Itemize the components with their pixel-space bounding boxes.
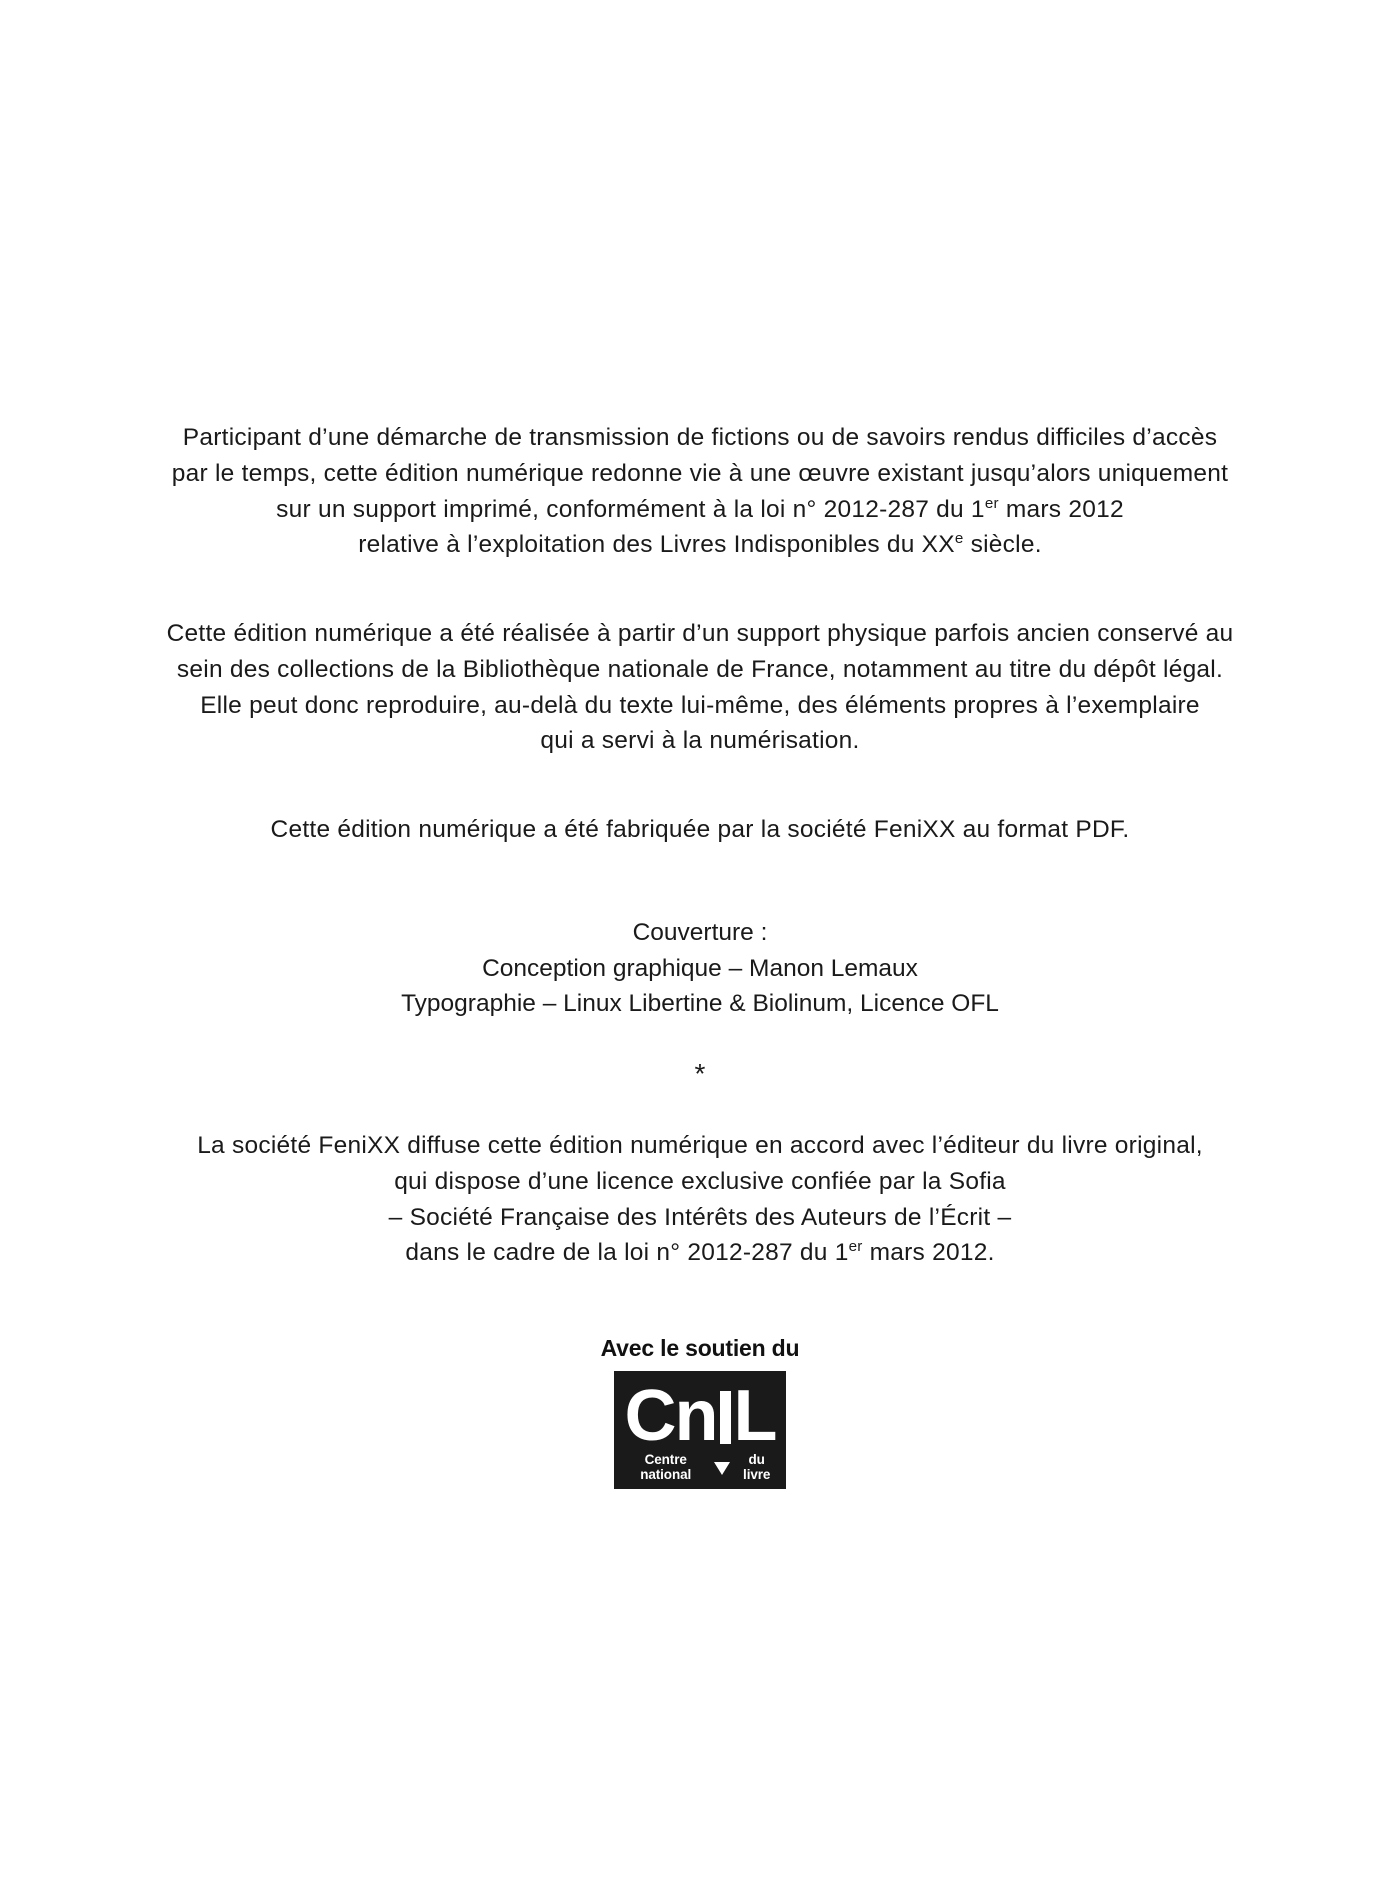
paragraph-transmission-line-2: par le temps, cette édition numérique redonne vie à une œuvre existant jusqu’alors uniquement — [171, 459, 1229, 487]
cover-credits-heading: Couverture : — [632, 918, 768, 946]
section-separator-asterisk: * — [694, 1058, 706, 1090]
paragraph-distribution-line-2: qui dispose d’une licence exclusive confiée par la Sofia — [394, 1167, 1006, 1195]
cnl-logo-subtitle — [614, 1452, 786, 1489]
ordinal-suffix-e: e — [954, 530, 964, 548]
cnl-logo — [614, 1371, 786, 1489]
cover-credits-design: Conception graphique – Manon Lemaux — [482, 954, 918, 982]
spacer — [110, 792, 1290, 812]
cnl-logo-letter-l: L — [733, 1376, 776, 1456]
sponsor-logo-area — [0, 1335, 1400, 1489]
cnl-logo-bar — [720, 1391, 731, 1444]
paragraph-transmission-line-4-a: relative à l’exploitation des Livres Indisponibles du XX — [358, 531, 955, 559]
paragraph-distribution-line-1: La société FeniXX diffuse cette édition numérique en accord avec l’éditeur du livre original, — [197, 1132, 1203, 1160]
paragraph-fenixx-pdf — [110, 812, 1290, 848]
paragraph-physical-support-line-3: Elle peut donc reproduire, au-delà du texte lui-même, des éléments propres à l’exemplaire — [200, 691, 1200, 719]
cnl-logo-acronym — [614, 1376, 786, 1456]
cnl-logo-letter-n: n — [674, 1376, 717, 1456]
spacer — [110, 881, 1290, 915]
cnl-logo-subtitle-left: Centre national — [640, 1452, 692, 1483]
ordinal-suffix-er: er — [848, 1238, 863, 1256]
paragraph-transmission-line-4 — [110, 527, 1290, 563]
cnl-logo-subtitle-right: du livre — [743, 1452, 771, 1483]
paragraph-transmission-line-1: Participant d’une démarche de transmission de fictions ou de savoirs rendus difficiles d’accès — [182, 424, 1218, 451]
paragraph-physical-support-line-2: sein des collections de la Bibliothèque nationale de France, notamment au titre du dépôt légal. — [176, 655, 1224, 683]
paragraph-distribution-line-4-b: mars 2012. — [862, 1239, 995, 1267]
paragraph-physical-support — [110, 616, 1290, 759]
paragraph-fenixx-pdf-line-1: Cette édition numérique a été fabriquée par la société FeniXX au format PDF. — [270, 816, 1130, 844]
paragraph-transmission-line-3-b: mars 2012 — [998, 495, 1124, 523]
paragraph-transmission-line-3 — [110, 492, 1290, 528]
ordinal-suffix-er: er — [984, 494, 999, 512]
logo-caption: Avec le soutien du — [600, 1335, 800, 1361]
paragraph-distribution — [110, 1128, 1290, 1271]
paragraph-physical-support-line-1: Cette édition numérique a été réalisée à partir d’un support physique parfois ancien conservé au — [166, 620, 1234, 648]
paragraph-distribution-line-4-a: dans le cadre de la loi n° 2012-287 du 1 — [405, 1239, 849, 1267]
paragraph-distribution-line-4 — [110, 1235, 1290, 1271]
paragraph-transmission — [110, 420, 1290, 563]
paragraph-transmission-line-4-b: siècle. — [963, 531, 1042, 559]
spacer — [110, 596, 1290, 616]
legal-notice-content — [110, 420, 1290, 1271]
cover-credits-typography: Typographie – Linux Libertine & Biolinum, Licence OFL — [401, 990, 999, 1018]
cnl-logo-letter-c: C — [624, 1376, 675, 1456]
cover-credits — [110, 915, 1290, 1022]
paragraph-transmission-line-3-a: sur un support imprimé, conformément à la loi n° 2012-287 du 1 — [276, 495, 985, 523]
paragraph-distribution-line-3: – Société Française des Intérêts des Auteurs de l’Écrit – — [388, 1203, 1012, 1231]
paragraph-physical-support-line-4: qui a servi à la numérisation. — [540, 727, 860, 755]
triangle-icon — [714, 1462, 730, 1475]
